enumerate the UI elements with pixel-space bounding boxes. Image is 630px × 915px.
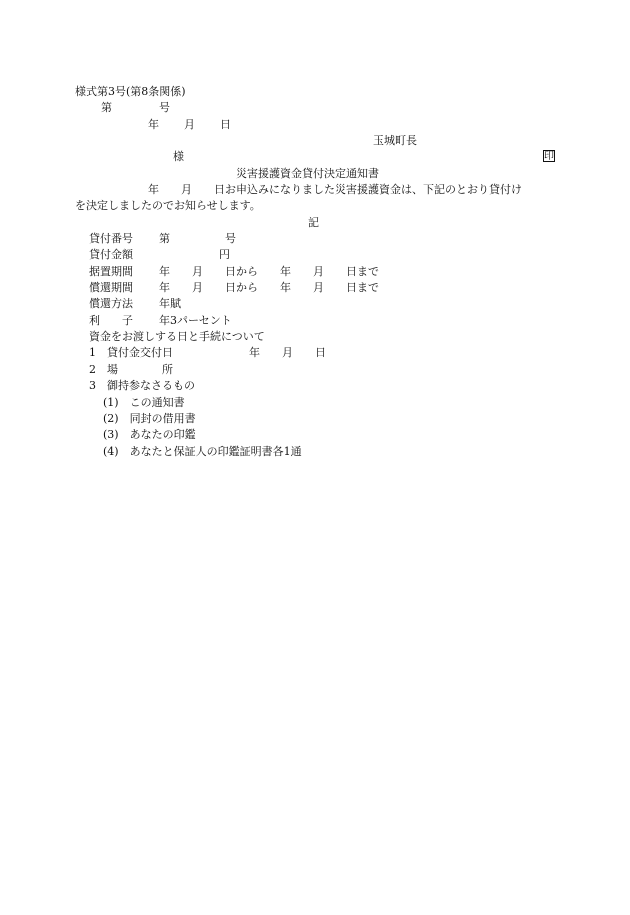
procedure-2-label: 2 場 所 (89, 363, 173, 376)
issue-date-month: 月 (184, 118, 195, 131)
deferment-label: 据置期間 (89, 265, 133, 278)
loan-amount-value: 円 (219, 248, 230, 261)
interest-value: 年3パーセント (159, 314, 232, 327)
body-line-1: 年 月 日お申込みになりました災害援護資金は、下記のとおり貸付け (148, 183, 522, 196)
bring-item: (4) あなたと保証人の印鑑証明書各1通 (103, 445, 302, 458)
loan-number-value: 第 号 (159, 232, 236, 245)
body-line-2: を決定しましたのでお知らせします。 (75, 199, 261, 212)
bring-item: (1) この通知書 (103, 396, 185, 409)
form-number: 様式第3号(第8条関係) (75, 85, 186, 98)
addressee-suffix: 様 (173, 150, 184, 163)
issuer-name: 玉城町長 (373, 134, 417, 147)
seal-mark (536, 132, 555, 164)
document-title: 災害援護資金貸付決定通知書 (236, 167, 379, 180)
loan-amount-label: 貸付金額 (89, 248, 133, 261)
seal-icon: 印 (544, 151, 554, 162)
issue-date-year: 年 (148, 118, 159, 131)
deferment-value: 年 月 日から 年 月 日まで (159, 265, 379, 278)
bring-item: (2) 同封の借用書 (103, 412, 196, 425)
procedure-1-label: 1 貸付金交付日 (89, 346, 173, 359)
repayment-period-label: 償還期間 (89, 281, 133, 294)
loan-number-label: 貸付番号 (89, 232, 133, 245)
repayment-method-value: 年賦 (159, 297, 181, 310)
procedure-1-value: 年 月 日 (249, 346, 326, 359)
interest-label: 利 子 (89, 314, 133, 327)
ki-heading: 記 (308, 216, 319, 229)
procedure-title: 資金をお渡しする日と手続について (89, 330, 265, 343)
bring-item: (3) あなたの印鑑 (103, 428, 196, 441)
repayment-period-value: 年 月 日から 年 月 日まで (159, 281, 379, 294)
repayment-method-label: 償還方法 (89, 297, 133, 310)
doc-number-go: 号 (159, 101, 170, 114)
doc-number-dai: 第 (101, 101, 112, 114)
issue-date-day: 日 (220, 118, 231, 131)
procedure-3-label: 3 御持参なさるもの (89, 379, 195, 392)
